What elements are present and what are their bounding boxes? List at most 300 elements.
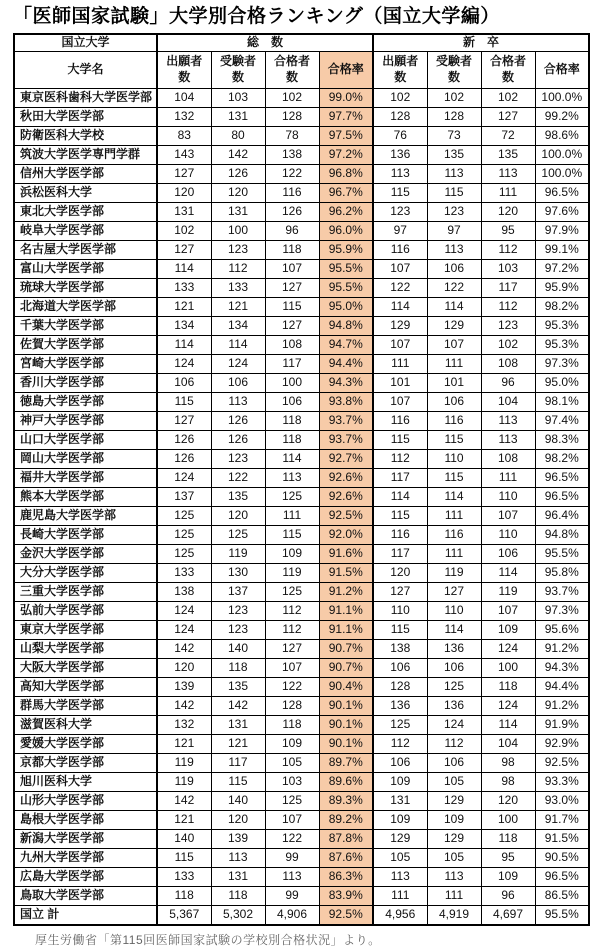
value-cell: 113 xyxy=(427,240,481,259)
value-cell: 96 xyxy=(481,886,535,905)
total-pass-rate-cell: 94.7% xyxy=(319,335,373,354)
value-cell: 120 xyxy=(481,202,535,221)
value-cell: 138 xyxy=(373,639,427,658)
value-cell: 131 xyxy=(157,202,211,221)
value-cell: 113 xyxy=(211,848,265,867)
value-cell: 128 xyxy=(373,107,427,126)
table-row xyxy=(14,221,589,240)
value-cell: 98.2% xyxy=(535,297,589,316)
table-row xyxy=(14,183,589,202)
value-cell: 105 xyxy=(373,848,427,867)
value-cell: 100 xyxy=(481,810,535,829)
value-cell: 120 xyxy=(211,810,265,829)
value-cell: 119 xyxy=(157,772,211,791)
value-cell: 131 xyxy=(211,715,265,734)
total-pass-rate-cell: 91.2% xyxy=(319,582,373,601)
total-pass-rate-cell: 94.4% xyxy=(319,354,373,373)
value-cell: 112 xyxy=(373,734,427,753)
value-cell: 107 xyxy=(373,335,427,354)
value-cell: 91.7% xyxy=(535,810,589,829)
table-row xyxy=(14,240,589,259)
value-cell: 127 xyxy=(157,164,211,183)
value-cell: 118 xyxy=(211,658,265,677)
value-cell: 115 xyxy=(373,183,427,202)
university-name-cell: 山梨大学医学部 xyxy=(14,639,157,658)
value-cell: 91.5% xyxy=(535,829,589,848)
value-cell: 109 xyxy=(481,867,535,886)
total-pass-rate-cell: 90.1% xyxy=(319,715,373,734)
university-name-cell: 弘前大学医学部 xyxy=(14,601,157,620)
value-cell: 133 xyxy=(157,563,211,582)
value-cell: 83 xyxy=(157,126,211,145)
total-pass-rate-cell: 95.5% xyxy=(319,278,373,297)
university-name-cell: 鹿児島大学医学部 xyxy=(14,506,157,525)
table-row xyxy=(14,829,589,848)
total-pass-rate-cell: 90.7% xyxy=(319,658,373,677)
value-cell: 142 xyxy=(157,639,211,658)
value-cell: 118 xyxy=(481,829,535,848)
value-cell: 102 xyxy=(481,335,535,354)
value-cell: 116 xyxy=(427,525,481,544)
total-pass-rate-cell: 99.0% xyxy=(319,88,373,107)
value-cell: 104 xyxy=(481,392,535,411)
value-cell: 94.4% xyxy=(535,677,589,696)
value-cell: 100 xyxy=(265,373,319,392)
total-pass-rate-cell: 92.5% xyxy=(319,506,373,525)
value-cell: 109 xyxy=(373,810,427,829)
total-pass-rate-cell: 94.8% xyxy=(319,316,373,335)
value-cell: 106 xyxy=(427,259,481,278)
university-name-cell: 筑波大学医学専門学群 xyxy=(14,145,157,164)
value-cell: 101 xyxy=(373,373,427,392)
university-name-cell: 琉球大学医学部 xyxy=(14,278,157,297)
value-cell: 123 xyxy=(211,601,265,620)
value-cell: 126 xyxy=(211,411,265,430)
value-cell: 112 xyxy=(481,297,535,316)
value-cell: 113 xyxy=(265,468,319,487)
value-cell: 143 xyxy=(157,145,211,164)
university-name-cell: 金沢大学医学部 xyxy=(14,544,157,563)
value-cell: 98.1% xyxy=(535,392,589,411)
value-cell: 129 xyxy=(373,316,427,335)
value-cell: 107 xyxy=(481,601,535,620)
university-name-cell: 長崎大学医学部 xyxy=(14,525,157,544)
value-cell: 95.6% xyxy=(535,620,589,639)
value-cell: 114 xyxy=(427,620,481,639)
value-cell: 5,302 xyxy=(211,905,265,925)
table-row xyxy=(14,202,589,221)
value-cell: 114 xyxy=(265,449,319,468)
value-cell: 127 xyxy=(265,316,319,335)
total-pass-rate-cell: 86.3% xyxy=(319,867,373,886)
value-cell: 106 xyxy=(373,658,427,677)
value-cell: 118 xyxy=(265,411,319,430)
value-cell: 112 xyxy=(481,240,535,259)
value-cell: 106 xyxy=(481,544,535,563)
value-cell: 127 xyxy=(481,107,535,126)
value-cell: 139 xyxy=(157,677,211,696)
total-pass-rate-cell: 93.7% xyxy=(319,411,373,430)
value-cell: 115 xyxy=(427,183,481,202)
value-cell: 102 xyxy=(373,88,427,107)
value-cell: 122 xyxy=(211,468,265,487)
total-pass-rate-cell: 92.5% xyxy=(319,905,373,925)
value-cell: 96.5% xyxy=(535,183,589,202)
value-cell: 118 xyxy=(481,677,535,696)
university-name-cell: 高知大学医学部 xyxy=(14,677,157,696)
value-cell: 126 xyxy=(157,430,211,449)
total-pass-rate-cell: 89.7% xyxy=(319,753,373,772)
total-pass-rate-cell: 93.8% xyxy=(319,392,373,411)
value-cell: 114 xyxy=(481,563,535,582)
value-cell: 133 xyxy=(157,278,211,297)
value-cell: 98.3% xyxy=(535,430,589,449)
value-cell: 131 xyxy=(211,202,265,221)
total-pass-rate-cell: 92.0% xyxy=(319,525,373,544)
total-pass-rate-cell: 91.1% xyxy=(319,601,373,620)
value-cell: 4,956 xyxy=(373,905,427,925)
table-row xyxy=(14,316,589,335)
total-pass-rate-cell: 93.7% xyxy=(319,430,373,449)
value-cell: 135 xyxy=(211,677,265,696)
value-cell: 106 xyxy=(427,392,481,411)
table-row xyxy=(14,639,589,658)
total-row xyxy=(14,905,589,925)
value-cell: 116 xyxy=(427,411,481,430)
value-cell: 108 xyxy=(481,449,535,468)
value-cell: 136 xyxy=(427,696,481,715)
value-cell: 124 xyxy=(157,601,211,620)
value-cell: 95.5% xyxy=(535,905,589,925)
value-cell: 142 xyxy=(211,145,265,164)
value-cell: 107 xyxy=(373,392,427,411)
table-row xyxy=(14,563,589,582)
value-cell: 111 xyxy=(427,544,481,563)
value-cell: 4,906 xyxy=(265,905,319,925)
value-cell: 98 xyxy=(481,772,535,791)
value-cell: 92.9% xyxy=(535,734,589,753)
value-cell: 129 xyxy=(427,791,481,810)
table-row xyxy=(14,468,589,487)
value-cell: 99 xyxy=(265,848,319,867)
value-cell: 117 xyxy=(373,544,427,563)
value-cell: 112 xyxy=(265,601,319,620)
value-cell: 142 xyxy=(157,791,211,810)
total-pass-rate-cell: 97.2% xyxy=(319,145,373,164)
value-cell: 115 xyxy=(373,620,427,639)
value-cell: 96.5% xyxy=(535,487,589,506)
value-cell: 135 xyxy=(427,145,481,164)
value-cell: 120 xyxy=(481,791,535,810)
value-cell: 125 xyxy=(265,582,319,601)
value-cell: 115 xyxy=(427,430,481,449)
value-cell: 107 xyxy=(265,658,319,677)
value-cell: 115 xyxy=(427,468,481,487)
value-cell: 117 xyxy=(481,278,535,297)
university-name-cell: 島根大学医学部 xyxy=(14,810,157,829)
value-cell: 104 xyxy=(481,734,535,753)
value-cell: 122 xyxy=(265,829,319,848)
value-cell: 139 xyxy=(211,829,265,848)
value-cell: 115 xyxy=(157,848,211,867)
value-cell: 118 xyxy=(265,240,319,259)
value-cell: 103 xyxy=(265,772,319,791)
table-row xyxy=(14,392,589,411)
value-cell: 106 xyxy=(373,753,427,772)
value-cell: 78 xyxy=(265,126,319,145)
value-cell: 135 xyxy=(211,487,265,506)
table-row xyxy=(14,848,589,867)
value-cell: 95.5% xyxy=(535,544,589,563)
value-cell: 107 xyxy=(265,810,319,829)
value-cell: 116 xyxy=(265,183,319,202)
value-cell: 95.9% xyxy=(535,278,589,297)
university-name-cell: 岡山大学医学部 xyxy=(14,449,157,468)
value-cell: 95.3% xyxy=(535,335,589,354)
value-cell: 123 xyxy=(373,202,427,221)
value-cell: 113 xyxy=(481,430,535,449)
total-pass-rate-cell: 91.1% xyxy=(319,620,373,639)
value-cell: 115 xyxy=(157,392,211,411)
table-row xyxy=(14,164,589,183)
value-cell: 116 xyxy=(373,240,427,259)
value-cell: 109 xyxy=(481,620,535,639)
university-name-cell: 東北大学医学部 xyxy=(14,202,157,221)
value-cell: 96 xyxy=(481,373,535,392)
value-cell: 111 xyxy=(427,506,481,525)
value-cell: 97.4% xyxy=(535,411,589,430)
value-cell: 96.5% xyxy=(535,468,589,487)
university-name-cell: 福井大学医学部 xyxy=(14,468,157,487)
value-cell: 109 xyxy=(373,772,427,791)
corner-header: 国立大学 xyxy=(14,34,157,52)
table-row xyxy=(14,677,589,696)
table-row xyxy=(14,487,589,506)
university-name-header: 大学名 xyxy=(14,51,157,88)
table-row xyxy=(14,88,589,107)
newgrad-applicants-header: 出願者数 xyxy=(373,51,427,88)
value-cell: 134 xyxy=(211,316,265,335)
total-pass-rate-cell: 91.5% xyxy=(319,563,373,582)
value-cell: 102 xyxy=(265,88,319,107)
value-cell: 113 xyxy=(427,164,481,183)
value-cell: 102 xyxy=(157,221,211,240)
value-cell: 138 xyxy=(265,145,319,164)
total-pass-rate-cell: 89.6% xyxy=(319,772,373,791)
column-header-row xyxy=(14,51,589,88)
total-pass-rate-cell: 92.6% xyxy=(319,487,373,506)
university-name-cell: 神戸大学医学部 xyxy=(14,411,157,430)
university-name-cell: 鳥取大学医学部 xyxy=(14,886,157,905)
value-cell: 115 xyxy=(373,430,427,449)
value-cell: 111 xyxy=(427,354,481,373)
table-row xyxy=(14,525,589,544)
value-cell: 107 xyxy=(265,259,319,278)
value-cell: 97.3% xyxy=(535,354,589,373)
value-cell: 132 xyxy=(157,107,211,126)
table-row xyxy=(14,734,589,753)
group-header-total: 総 数 xyxy=(157,34,373,52)
value-cell: 95.3% xyxy=(535,316,589,335)
value-cell: 115 xyxy=(265,297,319,316)
table-row xyxy=(14,145,589,164)
value-cell: 132 xyxy=(157,715,211,734)
total-pass-rate-cell: 91.6% xyxy=(319,544,373,563)
value-cell: 127 xyxy=(427,582,481,601)
value-cell: 106 xyxy=(427,658,481,677)
newgrad-passers-header: 合格者数 xyxy=(481,51,535,88)
value-cell: 99.1% xyxy=(535,240,589,259)
university-name-cell: 富山大学医学部 xyxy=(14,259,157,278)
value-cell: 127 xyxy=(265,639,319,658)
value-cell: 91.2% xyxy=(535,696,589,715)
total-pass-rate-cell: 94.3% xyxy=(319,373,373,392)
value-cell: 123 xyxy=(211,449,265,468)
value-cell: 104 xyxy=(157,88,211,107)
table-row xyxy=(14,772,589,791)
university-name-cell: 東京医科歯科大学医学部 xyxy=(14,88,157,107)
total-pass-rate-cell: 95.0% xyxy=(319,297,373,316)
value-cell: 136 xyxy=(427,639,481,658)
newgrad-pass-rate-header: 合格率 xyxy=(535,51,589,88)
value-cell: 72 xyxy=(481,126,535,145)
table-row xyxy=(14,297,589,316)
value-cell: 136 xyxy=(373,696,427,715)
university-name-cell: 徳島大学医学部 xyxy=(14,392,157,411)
value-cell: 98 xyxy=(481,753,535,772)
total-pass-rate-cell: 90.7% xyxy=(319,639,373,658)
value-cell: 106 xyxy=(211,373,265,392)
value-cell: 114 xyxy=(211,335,265,354)
value-cell: 95 xyxy=(481,848,535,867)
value-cell: 106 xyxy=(427,753,481,772)
value-cell: 117 xyxy=(373,468,427,487)
value-cell: 125 xyxy=(157,525,211,544)
pass-rate-table xyxy=(13,33,590,926)
value-cell: 125 xyxy=(265,487,319,506)
total-pass-rate-cell: 95.9% xyxy=(319,240,373,259)
university-name-cell: 山口大学医学部 xyxy=(14,430,157,449)
table-row xyxy=(14,886,589,905)
value-cell: 126 xyxy=(211,430,265,449)
value-cell: 118 xyxy=(211,886,265,905)
value-cell: 122 xyxy=(265,677,319,696)
value-cell: 97.2% xyxy=(535,259,589,278)
value-cell: 121 xyxy=(211,734,265,753)
value-cell: 115 xyxy=(211,772,265,791)
table-row xyxy=(14,259,589,278)
table-row xyxy=(14,278,589,297)
value-cell: 140 xyxy=(157,829,211,848)
value-cell: 125 xyxy=(427,677,481,696)
table-row xyxy=(14,867,589,886)
value-cell: 92.5% xyxy=(535,753,589,772)
value-cell: 102 xyxy=(427,88,481,107)
value-cell: 100.0% xyxy=(535,164,589,183)
group-header-row xyxy=(14,34,589,52)
table-row xyxy=(14,411,589,430)
value-cell: 98.6% xyxy=(535,126,589,145)
value-cell: 93.3% xyxy=(535,772,589,791)
value-cell: 140 xyxy=(211,791,265,810)
value-cell: 125 xyxy=(373,715,427,734)
university-name-cell: 三重大学医学部 xyxy=(14,582,157,601)
group-header-new-grad: 新 卒 xyxy=(373,34,589,52)
value-cell: 99.2% xyxy=(535,107,589,126)
total-applicants-header: 出願者数 xyxy=(157,51,211,88)
value-cell: 97.9% xyxy=(535,221,589,240)
total-pass-rate-cell: 89.3% xyxy=(319,791,373,810)
value-cell: 117 xyxy=(265,354,319,373)
total-pass-rate-cell: 83.9% xyxy=(319,886,373,905)
value-cell: 122 xyxy=(427,278,481,297)
value-cell: 137 xyxy=(211,582,265,601)
value-cell: 4,697 xyxy=(481,905,535,925)
table-row xyxy=(14,544,589,563)
value-cell: 93.7% xyxy=(535,582,589,601)
value-cell: 125 xyxy=(265,791,319,810)
value-cell: 114 xyxy=(481,715,535,734)
value-cell: 119 xyxy=(265,563,319,582)
total-pass-rate-cell: 96.2% xyxy=(319,202,373,221)
value-cell: 95.0% xyxy=(535,373,589,392)
university-name-cell: 北海道大学医学部 xyxy=(14,297,157,316)
value-cell: 135 xyxy=(481,145,535,164)
value-cell: 113 xyxy=(211,392,265,411)
value-cell: 110 xyxy=(481,487,535,506)
value-cell: 122 xyxy=(265,164,319,183)
value-cell: 108 xyxy=(481,354,535,373)
value-cell: 118 xyxy=(157,886,211,905)
value-cell: 119 xyxy=(211,544,265,563)
value-cell: 80 xyxy=(211,126,265,145)
total-pass-rate-cell: 92.7% xyxy=(319,449,373,468)
value-cell: 127 xyxy=(157,411,211,430)
value-cell: 133 xyxy=(157,867,211,886)
value-cell: 112 xyxy=(265,620,319,639)
value-cell: 136 xyxy=(373,145,427,164)
university-name-cell: 新潟大学医学部 xyxy=(14,829,157,848)
value-cell: 126 xyxy=(211,164,265,183)
value-cell: 122 xyxy=(373,278,427,297)
value-cell: 118 xyxy=(265,430,319,449)
table-row xyxy=(14,753,589,772)
university-name-cell: 千葉大学医学部 xyxy=(14,316,157,335)
university-name-cell: 九州大学医学部 xyxy=(14,848,157,867)
value-cell: 116 xyxy=(373,525,427,544)
value-cell: 120 xyxy=(157,658,211,677)
university-name-cell: 名古屋大学医学部 xyxy=(14,240,157,259)
value-cell: 100 xyxy=(211,221,265,240)
value-cell: 124 xyxy=(481,639,535,658)
university-name-cell: 佐賀大学医学部 xyxy=(14,335,157,354)
value-cell: 97.6% xyxy=(535,202,589,221)
value-cell: 121 xyxy=(157,297,211,316)
total-pass-rate-cell: 96.0% xyxy=(319,221,373,240)
value-cell: 121 xyxy=(157,734,211,753)
university-name-cell: 秋田大学医学部 xyxy=(14,107,157,126)
value-cell: 109 xyxy=(265,544,319,563)
value-cell: 120 xyxy=(157,183,211,202)
value-cell: 124 xyxy=(427,715,481,734)
value-cell: 128 xyxy=(265,107,319,126)
university-name-cell: 信州大学医学部 xyxy=(14,164,157,183)
table-row xyxy=(14,449,589,468)
value-cell: 107 xyxy=(373,259,427,278)
value-cell: 121 xyxy=(211,297,265,316)
value-cell: 105 xyxy=(427,772,481,791)
value-cell: 4,919 xyxy=(427,905,481,925)
